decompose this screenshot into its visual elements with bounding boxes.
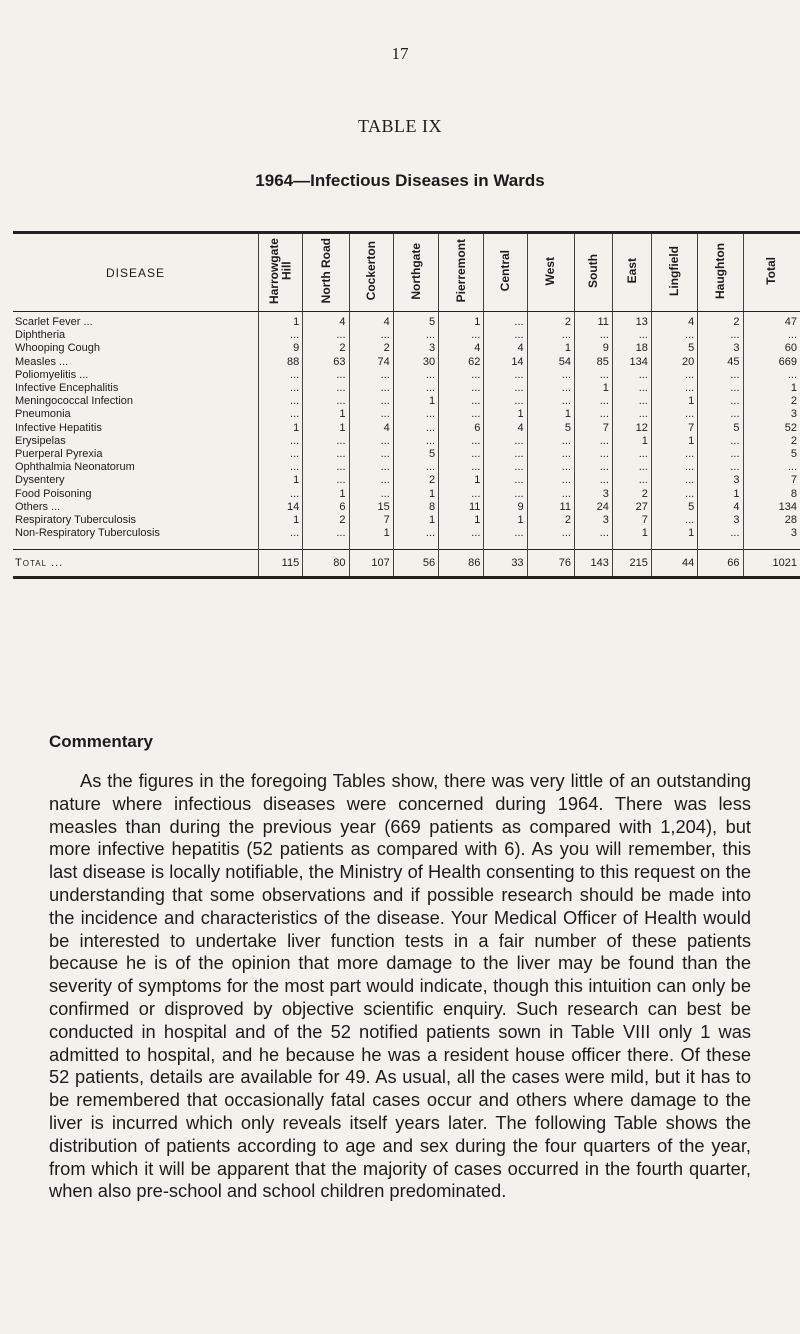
table-cell: ... xyxy=(303,395,349,408)
table-cell: 1 xyxy=(393,514,438,527)
table-cell: ... xyxy=(303,448,349,461)
table-cell: 47 xyxy=(784,316,797,328)
table-cell: 12 xyxy=(612,422,651,435)
table-cell: ... xyxy=(527,488,574,501)
disease-name: Infective Encephalitis xyxy=(13,382,258,395)
table-cell: 5 xyxy=(651,501,697,514)
disease-name: Whooping Cough xyxy=(13,342,258,355)
table-cell: 5 xyxy=(651,342,697,355)
table-cell: 2 xyxy=(698,312,743,330)
table-row xyxy=(13,356,800,369)
table-cell: ... xyxy=(349,408,393,421)
table-row xyxy=(13,312,800,330)
table-cell: ... xyxy=(393,382,438,395)
table-cell: ... xyxy=(527,527,574,540)
table-cell: ... xyxy=(698,448,743,461)
table-cell: 134 xyxy=(612,356,651,369)
table-cell: ... xyxy=(258,435,302,448)
table-cell: 9 xyxy=(484,501,527,514)
table-cell: 2 xyxy=(527,312,574,330)
table-row xyxy=(13,501,800,514)
table-cell: 1 xyxy=(258,312,302,330)
table-cell: ... xyxy=(574,408,612,421)
table-cell: 6 xyxy=(303,501,349,514)
table-cell: 134 xyxy=(778,500,797,513)
column-header: Cockerton xyxy=(349,233,393,312)
table-cell: 27 xyxy=(612,501,651,514)
table-cell: ... xyxy=(393,329,438,342)
table-cell: 1 xyxy=(574,382,612,395)
table-cell: 1 xyxy=(651,527,697,540)
table-cell: ... xyxy=(484,461,527,474)
table-cell: ... xyxy=(612,408,651,421)
table-row xyxy=(13,382,800,395)
table-cell: 1 xyxy=(612,435,651,448)
table-cell: 5 xyxy=(698,422,743,435)
table-cell: ... xyxy=(439,461,484,474)
table-cell: ... xyxy=(527,474,574,487)
table-cell: 60 xyxy=(784,342,797,355)
infectious-diseases-table xyxy=(13,231,800,579)
table-cell: 3 xyxy=(790,408,797,421)
column-header: East xyxy=(612,233,651,312)
table-cell: 2 xyxy=(790,395,797,408)
total-cell: 107 xyxy=(349,550,393,578)
table-cell: ... xyxy=(484,395,527,408)
table-cell: 3 xyxy=(393,342,438,355)
column-header: Lingfield xyxy=(651,233,697,312)
table-cell: ... xyxy=(651,461,697,474)
table-cell: ... xyxy=(527,395,574,408)
table-cell: 1 xyxy=(612,527,651,540)
table-cell: ... xyxy=(349,395,393,408)
table-cell: ... xyxy=(527,329,574,342)
table-cell: 1 xyxy=(439,474,484,487)
disease-name: Others ... xyxy=(13,501,258,514)
table-cell: ... xyxy=(574,474,612,487)
table-cell: ... xyxy=(698,369,743,382)
column-header: South xyxy=(574,233,612,312)
table-cell: ... xyxy=(612,395,651,408)
table-cell: 11 xyxy=(574,312,612,330)
table-cell: 1 xyxy=(698,488,743,501)
table-cell: ... xyxy=(349,448,393,461)
table-cell: ... xyxy=(258,382,302,395)
table-cell: 15 xyxy=(349,501,393,514)
table-cell: 4 xyxy=(698,501,743,514)
disease-name: Ophthalmia Neonatorum xyxy=(13,461,258,474)
table-cell: 1 xyxy=(303,422,349,435)
table-cell: ... xyxy=(349,369,393,382)
table-cell: ... xyxy=(574,329,612,342)
table-cell: 1 xyxy=(651,395,697,408)
table-cell: ... xyxy=(484,329,527,342)
disease-column-header: DISEASE xyxy=(13,233,258,312)
table-cell: ... xyxy=(439,435,484,448)
table-cell: 2 xyxy=(303,342,349,355)
table-cell: ... xyxy=(612,369,651,382)
table-cell: 13 xyxy=(612,312,651,330)
total-cell: 33 xyxy=(484,550,527,578)
column-header: Haughton xyxy=(698,233,743,312)
table-cell: ... xyxy=(258,488,302,501)
column-header: Northgate xyxy=(393,233,438,312)
table-cell: 5 xyxy=(393,448,438,461)
table-cell: 88 xyxy=(258,356,302,369)
table-row xyxy=(13,329,800,342)
table-cell: 3 xyxy=(698,474,743,487)
table-label: TABLE IX xyxy=(357,116,443,136)
total-column-header: Total xyxy=(743,233,800,312)
table-cell: ... xyxy=(527,435,574,448)
table-row xyxy=(13,369,800,382)
table-cell: ... xyxy=(651,329,697,342)
table-cell: 7 xyxy=(651,422,697,435)
table-cell: 2 xyxy=(303,514,349,527)
table-body xyxy=(13,312,800,578)
table-row xyxy=(13,474,800,487)
table-cell: ... xyxy=(612,448,651,461)
disease-name: Erysipelas xyxy=(13,435,258,448)
total-cell: 66 xyxy=(698,550,743,578)
table-cell: ... xyxy=(484,369,527,382)
column-header: Pierremont xyxy=(439,233,484,312)
table-cell: 6 xyxy=(439,422,484,435)
table-cell: ... xyxy=(651,382,697,395)
table-cell: ... xyxy=(303,329,349,342)
table-cell: 8 xyxy=(790,487,797,500)
table-cell: 63 xyxy=(303,356,349,369)
table-cell: ... xyxy=(258,527,302,540)
table-cell: 3 xyxy=(574,488,612,501)
table-cell: ... xyxy=(439,488,484,501)
table-cell: ... xyxy=(484,435,527,448)
table-row xyxy=(13,435,800,448)
table-cell: 11 xyxy=(527,501,574,514)
table-cell: 1 xyxy=(303,488,349,501)
table-cell: 9 xyxy=(574,342,612,355)
table-cell: 1 xyxy=(439,514,484,527)
page-number: 17 xyxy=(391,44,409,63)
table-cell: ... xyxy=(698,329,743,342)
table-cell: ... xyxy=(439,408,484,421)
table-cell: ... xyxy=(439,382,484,395)
table-cell: 74 xyxy=(349,356,393,369)
table-row xyxy=(13,488,800,501)
total-row xyxy=(13,550,800,578)
table-cell: 4 xyxy=(651,312,697,330)
table-cell: ... xyxy=(439,369,484,382)
commentary-heading: Commentary xyxy=(49,732,153,751)
table-cell: 4 xyxy=(484,422,527,435)
table-cell: ... xyxy=(698,527,743,540)
table-cell: ... xyxy=(258,461,302,474)
table-cell: ... xyxy=(651,474,697,487)
table-cell: ... xyxy=(349,474,393,487)
table-cell: 669 xyxy=(778,355,797,368)
table-cell: ... xyxy=(651,408,697,421)
table-cell: 30 xyxy=(393,356,438,369)
total-cell: 115 xyxy=(258,550,302,578)
table-row xyxy=(13,422,800,435)
table-cell: 1 xyxy=(484,408,527,421)
table-cell: ... xyxy=(393,527,438,540)
table-cell: ... xyxy=(574,369,612,382)
table-cell: 1 xyxy=(651,435,697,448)
disease-name: Food Poisoning xyxy=(13,488,258,501)
table-cell: ... xyxy=(303,527,349,540)
total-cell: 56 xyxy=(393,550,438,578)
table-cell: 1 xyxy=(527,408,574,421)
disease-name: Infective Hepatitis xyxy=(13,422,258,435)
disease-name: Poliomyelitis ... xyxy=(13,369,258,382)
table-row xyxy=(13,514,800,527)
table-row xyxy=(13,395,800,408)
table-cell: ... xyxy=(303,461,349,474)
table-cell: 1 xyxy=(258,422,302,435)
table-cell: 7 xyxy=(574,422,612,435)
table-cell: ... xyxy=(612,329,651,342)
table-header-row xyxy=(13,233,800,312)
disease-name: Scarlet Fever ... xyxy=(13,312,258,330)
table-cell: ... xyxy=(349,461,393,474)
disease-name: Dysentery xyxy=(13,474,258,487)
table-cell: 1 xyxy=(393,488,438,501)
table-cell: 54 xyxy=(527,356,574,369)
table-cell: 8 xyxy=(393,501,438,514)
table-row xyxy=(13,448,800,461)
table-cell: 11 xyxy=(439,501,484,514)
table-cell: 18 xyxy=(612,342,651,355)
table-cell: 28 xyxy=(784,514,797,527)
table-cell: ... xyxy=(258,369,302,382)
table-cell: ... xyxy=(439,527,484,540)
table-cell: ... xyxy=(393,369,438,382)
table-cell: ... xyxy=(258,448,302,461)
table-cell: 7 xyxy=(349,514,393,527)
column-header: West xyxy=(527,233,574,312)
column-header: Harrowgate Hill xyxy=(258,233,302,312)
table-cell: 52 xyxy=(784,421,797,434)
table-cell: 1 xyxy=(527,342,574,355)
total-cell: 215 xyxy=(612,550,651,578)
table-cell: ... xyxy=(574,527,612,540)
table-row xyxy=(13,527,800,540)
table-cell: ... xyxy=(484,312,527,330)
table-cell: 1 xyxy=(393,395,438,408)
total-cell: 76 xyxy=(527,550,574,578)
table-cell: 2 xyxy=(393,474,438,487)
table-cell: 85 xyxy=(574,356,612,369)
table-cell: ... xyxy=(698,408,743,421)
table-cell: 1 xyxy=(258,474,302,487)
table-cell: ... xyxy=(393,408,438,421)
table-cell: ... xyxy=(612,461,651,474)
table-title: 1964—Infectious Diseases in Wards xyxy=(255,171,545,190)
table-cell: ... xyxy=(393,435,438,448)
spacer-row xyxy=(13,540,800,550)
table-cell: 7 xyxy=(790,474,797,487)
table-row xyxy=(13,461,800,474)
table-cell: 7 xyxy=(612,514,651,527)
table-cell: ... xyxy=(698,461,743,474)
table-cell: ... xyxy=(258,395,302,408)
total-cell: 80 xyxy=(303,550,349,578)
table-cell: 2 xyxy=(790,434,797,447)
table-cell: ... xyxy=(393,461,438,474)
table-cell: ... xyxy=(349,329,393,342)
table-cell: 1 xyxy=(484,514,527,527)
total-cell: 143 xyxy=(574,550,612,578)
column-header: Central xyxy=(484,233,527,312)
table-cell: ... xyxy=(574,448,612,461)
table-cell: 3 xyxy=(574,514,612,527)
table-cell: ... xyxy=(303,382,349,395)
disease-name: Respiratory Tuberculosis xyxy=(13,514,258,527)
table-cell: ... xyxy=(651,514,697,527)
table-cell: 1 xyxy=(790,382,797,395)
table-cell: ... xyxy=(484,474,527,487)
table-cell: 2 xyxy=(349,342,393,355)
table-cell: 2 xyxy=(612,488,651,501)
table-cell: ... xyxy=(574,435,612,448)
table-row xyxy=(13,408,800,421)
table-cell: 3 xyxy=(698,342,743,355)
disease-name: Non-Respiratory Tuberculosis xyxy=(13,527,258,540)
table-cell: ... xyxy=(527,448,574,461)
table-cell: ... xyxy=(349,435,393,448)
table-cell: 3 xyxy=(698,514,743,527)
table-cell: ... xyxy=(574,395,612,408)
table-cell: 62 xyxy=(439,356,484,369)
total-cell: 44 xyxy=(651,550,697,578)
disease-name: Diphtheria xyxy=(13,329,258,342)
table-cell: ... xyxy=(698,395,743,408)
table-cell: 14 xyxy=(484,356,527,369)
table-cell: ... xyxy=(484,527,527,540)
table-cell: ... xyxy=(612,474,651,487)
table-cell: 1 xyxy=(258,514,302,527)
table-cell: ... xyxy=(787,368,797,381)
table-cell: ... xyxy=(439,448,484,461)
disease-name: Measles ... xyxy=(13,356,258,369)
table-cell: ... xyxy=(258,408,302,421)
table-cell: 1 xyxy=(349,527,393,540)
column-header: North Road xyxy=(303,233,349,312)
table-cell: ... xyxy=(612,382,651,395)
table-cell: 4 xyxy=(349,422,393,435)
table-cell: 3 xyxy=(790,527,797,540)
table-cell: ... xyxy=(303,435,349,448)
table-cell: 4 xyxy=(303,312,349,330)
table-cell: ... xyxy=(527,369,574,382)
table-cell: 4 xyxy=(349,312,393,330)
table-cell: 5 xyxy=(527,422,574,435)
table-cell: ... xyxy=(303,369,349,382)
table-cell: 20 xyxy=(651,356,697,369)
table-cell: 4 xyxy=(484,342,527,355)
table-cell: 9 xyxy=(258,342,302,355)
table-cell: ... xyxy=(527,382,574,395)
table-cell: ... xyxy=(574,461,612,474)
table-cell: ... xyxy=(349,488,393,501)
table-cell: ... xyxy=(527,461,574,474)
table-cell: ... xyxy=(484,382,527,395)
table-cell: ... xyxy=(393,422,438,435)
table-cell: ... xyxy=(439,329,484,342)
table-cell: 1 xyxy=(303,408,349,421)
total-cell: 1021 xyxy=(743,550,800,578)
table-cell: ... xyxy=(651,488,697,501)
table-cell: ... xyxy=(439,395,484,408)
table-cell: 1 xyxy=(439,312,484,330)
table-cell: 2 xyxy=(527,514,574,527)
table-cell: 24 xyxy=(574,501,612,514)
table-cell: ... xyxy=(303,474,349,487)
table-cell: ... xyxy=(698,382,743,395)
table-cell: 14 xyxy=(258,501,302,514)
table-cell: ... xyxy=(787,461,797,474)
table-cell: ... xyxy=(484,488,527,501)
table-cell: 4 xyxy=(439,342,484,355)
table-cell: ... xyxy=(258,329,302,342)
disease-name: Puerperal Pyrexia xyxy=(13,448,258,461)
table-cell: ... xyxy=(349,382,393,395)
total-cell: 86 xyxy=(439,550,484,578)
table-cell: 5 xyxy=(393,312,438,330)
total-label: Total ... xyxy=(13,550,258,578)
table-cell: ... xyxy=(698,435,743,448)
table-cell: ... xyxy=(651,369,697,382)
table-cell: ... xyxy=(651,448,697,461)
disease-name: Meningococcal Infection xyxy=(13,395,258,408)
table-cell: 45 xyxy=(698,356,743,369)
table-cell: ... xyxy=(484,448,527,461)
table-cell: 5 xyxy=(790,448,797,461)
table-cell: ... xyxy=(787,329,797,342)
commentary-paragraph: As the figures in the foregoing Tables show, there was very little of an outstanding nature where infectious diseases were concerned during 1964. There was less measles than during the previous year (669 patients as compared with 1,204), but more infective hepatitis (52 patients as compared with 6). As you will remember, this last disease is locally notifiable, the Ministry of Health consenting to this request on the understanding that some observations and if possible research should be made into the incidence and characteristics of the disease. Your Medical Officer of Health would be interested to undertake liver function tests in a fair number of these patients because he is of the opinion that more damage to the liver may be found than the severity of symptoms for the most part would indicate, though this intuition can only be confirmed or disproved by objective scientific enquiry. Such research can best be conducted in hospital and of the 52 notified patients sown in Table VIII only 1 was admitted to hospital, and he because he was a resident house officer there. Of these 52 patients, details are available for 49. As usual, all the cases were mild, but it has to be remembered that occasionally fatal cases occur and others where damage to the liver is incurred which only reveals itself years later. The following Table shows the distribution of patients according to age and sex during the four quarters of the year, from which it will be apparent that the majority of cases occurred in the fourth quarter, when also pre-school and school children predominated. xyxy=(49,770,751,1202)
disease-name: Pneumonia xyxy=(13,408,258,421)
table-row xyxy=(13,342,800,355)
